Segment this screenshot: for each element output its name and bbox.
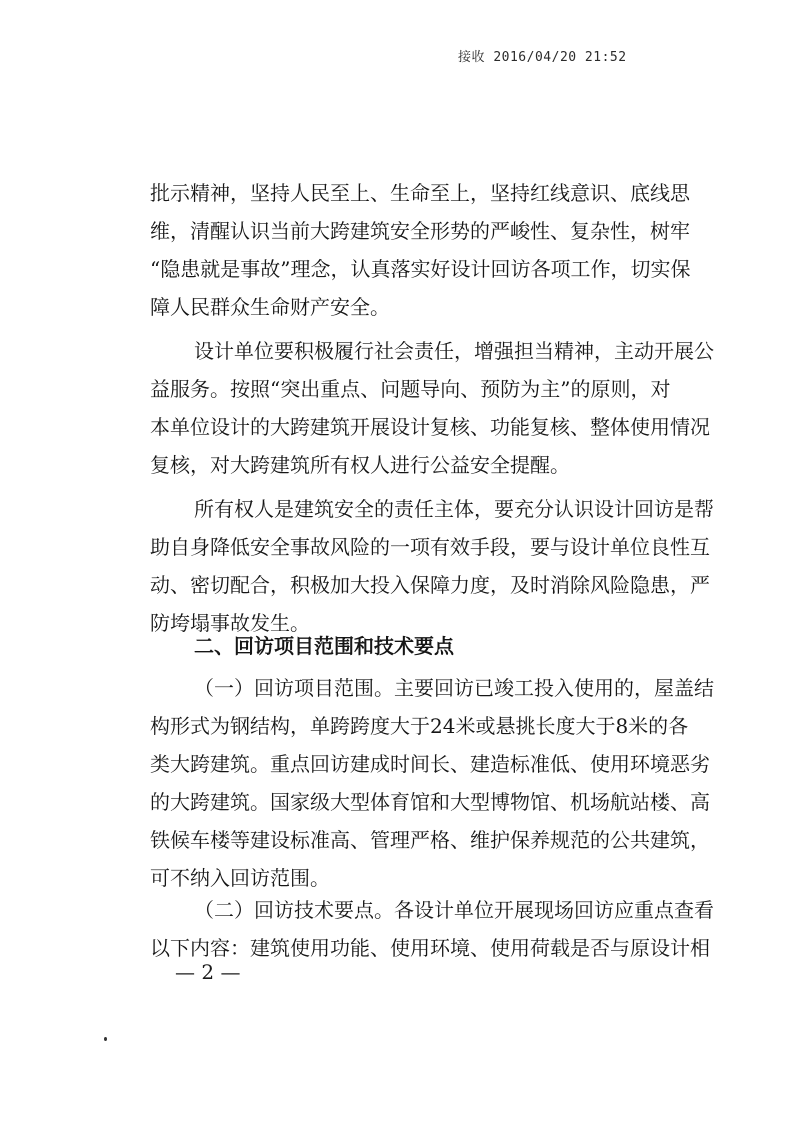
receipt-timestamp: 接收 2016/04/20 21:52 bbox=[458, 50, 627, 65]
paragraph-line: 益服务。按照“突出重点、问题导向、预防为主”的原则，对 bbox=[150, 377, 671, 401]
paragraph-line: 可不纳入回访范围。 bbox=[150, 866, 330, 890]
paragraph-line: 构形式为钢结构，单跨跨度大于24米或悬挑长度大于8米的各 bbox=[150, 714, 689, 738]
paragraph-line: “隐患就是事故”理念，认真落实好设计回访各项工作，切实保 bbox=[150, 257, 691, 281]
paragraph-line: 本单位设计的大跨建筑开展设计复核、功能复核、整体使用情况 bbox=[150, 415, 710, 439]
paragraph-line: 以下内容：建筑使用功能、使用环境、使用荷载是否与原设计相 bbox=[150, 936, 710, 960]
paragraph-line: 批示精神，坚持人民至上、生命至上，坚持红线意识、底线思 bbox=[150, 181, 690, 205]
scan-speck bbox=[104, 1037, 107, 1041]
paragraph-line: （一）回访项目范围。主要回访已竣工投入使用的，屋盖结 bbox=[194, 676, 714, 700]
paragraph-line: 铁候车楼等建设标准高、管理严格、维护保养规范的公共建筑， bbox=[150, 828, 710, 852]
paragraph-line: 设计单位要积极履行社会责任，增强担当精神，主动开展公 bbox=[194, 339, 714, 363]
paragraph-line: 所有权人是建筑安全的责任主体，要充分认识设计回访是帮 bbox=[194, 497, 714, 521]
paragraph-line: 障人民群众生命财产安全。 bbox=[150, 295, 390, 319]
paragraph-line: 动、密切配合，积极加大投入保障力度，及时消除风险隐患，严 bbox=[150, 573, 710, 597]
paragraph-line: （二）回访技术要点。各设计单位开展现场回访应重点查看 bbox=[194, 898, 714, 922]
paragraph-line: 助自身降低安全事故风险的一项有效手段，要与设计单位良性互 bbox=[150, 535, 710, 559]
page-number: — 2 — bbox=[175, 960, 241, 984]
paragraph-line: 维，清醒认识当前大跨建筑安全形势的严峻性、复杂性，树牢 bbox=[150, 219, 690, 243]
paragraph-line: 复核，对大跨建筑所有权人进行公益安全提醒。 bbox=[150, 453, 570, 477]
paragraph-line: 防垮塌事故发生。 bbox=[150, 611, 310, 635]
paragraph-line: 的大跨建筑。国家级大型体育馆和大型博物馆、机场航站楼、高 bbox=[150, 790, 710, 814]
paragraph-line: 类大跨建筑。重点回访建成时间长、建造标准低、使用环境恶劣 bbox=[150, 752, 710, 776]
section-heading: 二、回访项目范围和技术要点 bbox=[194, 634, 454, 658]
